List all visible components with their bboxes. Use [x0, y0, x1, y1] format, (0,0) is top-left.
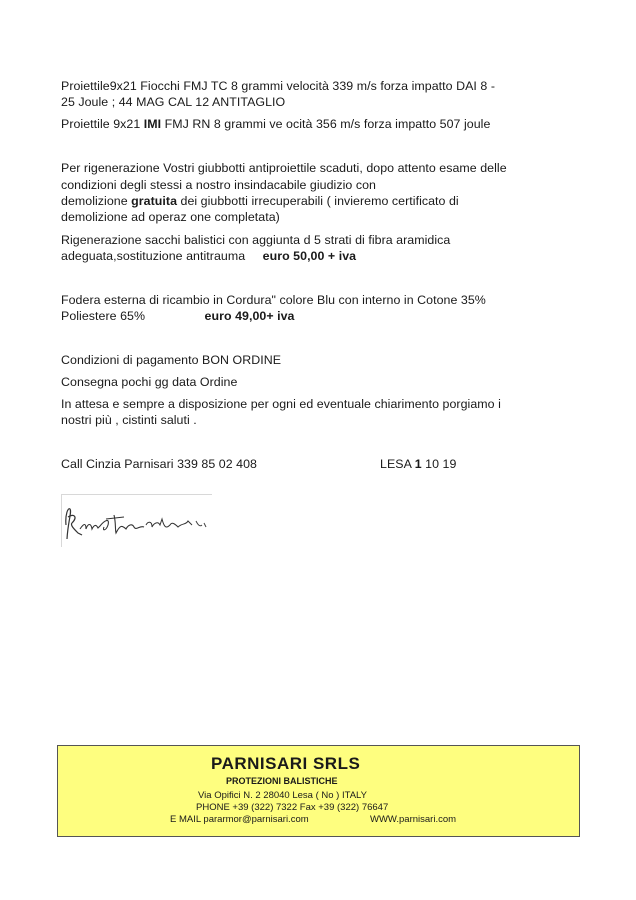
regeneration-line-3: [61, 194, 459, 209]
bags-price: euro 50,00 + iva: [262, 249, 357, 263]
cover-line-2-a: Poliestere 65%: [61, 309, 149, 323]
gratuita-text: gratuita: [131, 194, 178, 208]
delivery-terms: Consegna pochi gg data Ordine: [61, 375, 238, 389]
place-date-b: 1: [414, 457, 422, 471]
bags-line-1: Rigenerazione sacchi balistici con aggiunta d 5 strati di fibra aramidica: [61, 233, 451, 247]
company-website: WWW.parnisari.com: [370, 814, 457, 825]
cover-line-1: Fodera esterna di ricambio in Cordura" colore Blu con interno in Cotone 35%: [61, 293, 486, 307]
signature-area: [61, 494, 212, 547]
handwritten-signature: [62, 495, 212, 547]
place-date: [380, 457, 456, 472]
regeneration-line-2: condizioni degli stessi a nostro insindacabile giudizio con: [61, 178, 376, 192]
product-line-3-b: IMI: [143, 117, 162, 131]
product-line-3-a: Proiettile 9x21: [61, 117, 144, 131]
contact-call: Call Cinzia Parnisari 339 85 02 408: [61, 457, 257, 471]
company-name: PARNISARI SRLS: [211, 754, 361, 773]
company-footer: [57, 745, 580, 837]
place-date-c: 10 19: [421, 457, 457, 471]
company-phone: PHONE +39 (322) 7322 Fax +39 (322) 76647: [196, 802, 389, 813]
closing-line-1: In attesa e sempre a disposizione per ogni ed eventuale chiarimento porgiamo i: [61, 397, 501, 411]
company-address: Via Opifici N. 2 28040 Lesa ( No ) ITALY: [198, 790, 367, 801]
place-date-a: LESA: [380, 457, 415, 471]
product-line-3-c: FMJ RN 8 grammi ve ocità 356 m/s forza impatto 507 joule: [161, 117, 491, 131]
bags-line-2: [61, 249, 356, 264]
payment-conditions: Condizioni di pagamento BON ORDINE: [61, 353, 282, 367]
product-line-2: 25 Joule ; 44 MAG CAL 12 ANTITAGLIO: [61, 95, 286, 109]
regeneration-line-1: Per rigenerazione Vostri giubbotti antiproiettile scaduti, dopo attento esame delle: [61, 161, 507, 175]
company-tagline: PROTEZIONI BALISTICHE: [226, 776, 338, 786]
regeneration-line-3-c: dei giubbotti irrecuperabili ( invieremo certificato di: [177, 194, 459, 208]
bags-line-2-a: adeguata,sostituzione antitrauma: [61, 249, 249, 263]
company-email: E MAIL pararmor@parnisari.com: [170, 814, 309, 825]
regeneration-line-4: demolizione ad operaz one completata): [61, 210, 280, 224]
product-line-3: [61, 117, 490, 132]
closing-line-2: nostri più , cistinti saluti .: [61, 413, 197, 427]
regeneration-line-3-a: demolizione: [61, 194, 132, 208]
cover-line-2: [61, 309, 295, 324]
product-line-1: Proiettile9x21 Fiocchi FMJ TC 8 grammi velocità 339 m/s forza impatto DAI 8 -: [61, 79, 495, 93]
cover-price: euro 49,00+ iva: [204, 309, 295, 323]
